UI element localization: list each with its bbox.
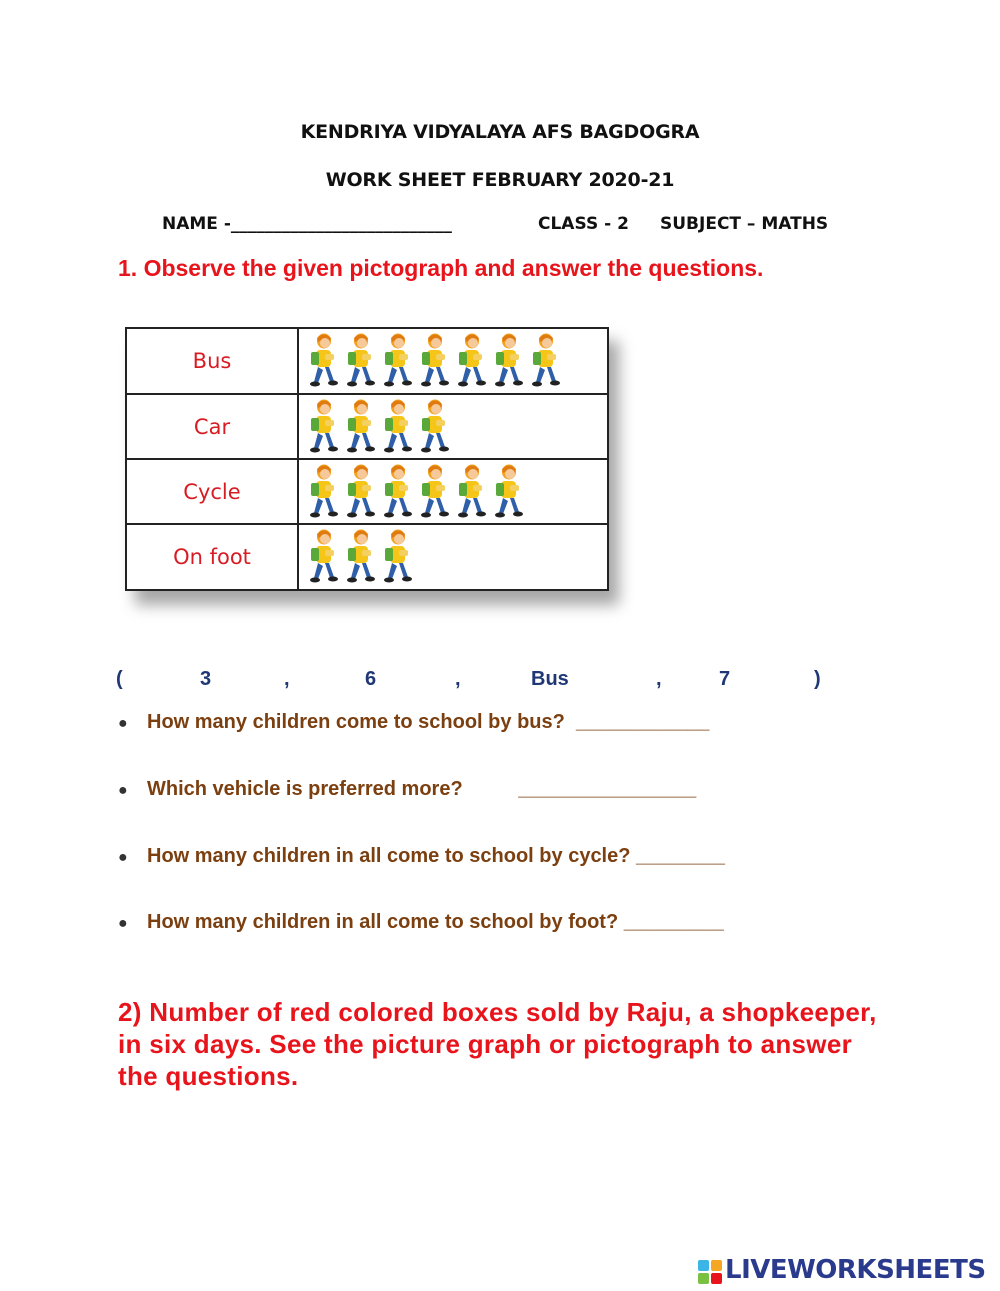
child-icon [305, 398, 341, 456]
question-text: How many children in all come to school by cycle? ________ [147, 845, 725, 867]
child-icon [527, 332, 563, 390]
child-icon [342, 332, 378, 390]
class-label: CLASS - 2 [538, 214, 629, 234]
child-icon [416, 463, 452, 521]
bullet-icon: ● [118, 782, 128, 799]
options-comma: , [284, 668, 290, 690]
question-foot-count [118, 911, 724, 934]
child-icon [342, 463, 378, 521]
option-value: 3 [200, 668, 212, 690]
options-comma: , [656, 668, 662, 690]
bullet-icon: ● [118, 849, 128, 866]
question-cycle-count [118, 845, 725, 868]
child-icon [305, 528, 341, 586]
pictograph-table [125, 327, 609, 591]
option-value: 7 [719, 668, 731, 690]
liveworksheets-logo-icon [697, 1259, 723, 1285]
child-icon [416, 398, 452, 456]
pictograph-row-cycle [126, 459, 608, 524]
pictograph-row-on-foot [126, 524, 608, 590]
child-icon [379, 528, 415, 586]
pictograph-label: Cycle [126, 459, 298, 524]
pictograph-row-bus [126, 328, 608, 394]
child-icon [379, 332, 415, 390]
child-icon [490, 332, 526, 390]
pictograph-icons [298, 328, 608, 394]
child-icon [453, 332, 489, 390]
options-comma: , [455, 668, 461, 690]
pictograph-icons [298, 394, 608, 459]
child-icon [453, 463, 489, 521]
subject-label: SUBJECT – MATHS [660, 214, 829, 234]
worksheet-title: WORK SHEET FEBRUARY 2020-21 [325, 169, 675, 191]
question-text: How many children come to school by bus? ____________ [147, 711, 710, 733]
name-label: NAME -__________________________ [162, 214, 452, 234]
bullet-icon: ● [118, 715, 128, 732]
child-icon [305, 463, 341, 521]
question-bus-count [118, 711, 709, 734]
child-icon [379, 398, 415, 456]
child-icon [379, 463, 415, 521]
child-icon [490, 463, 526, 521]
pictograph-row-car [126, 394, 608, 459]
pictograph-label: Car [126, 394, 298, 459]
question-1-title: 1. Observe the given pictograph and answer the questions. [118, 255, 764, 281]
question-2-title: 2) Number of red colored boxes sold by Raju, a shopkeeper, in six days. See the picture graph or pictograph to answer the questions. [118, 997, 877, 1091]
option-value: 6 [365, 668, 377, 690]
child-icon [342, 398, 378, 456]
pictograph-icons [298, 459, 608, 524]
pictograph-icons [298, 524, 608, 590]
pictograph-label: Bus [126, 328, 298, 394]
bullet-icon: ● [118, 915, 128, 932]
pictograph-label: On foot [126, 524, 298, 590]
school-name: KENDRIYA VIDYALAYA AFS BAGDOGRA [300, 121, 700, 143]
question-preferred-vehicle [118, 778, 696, 801]
child-icon [342, 528, 378, 586]
child-icon [305, 332, 341, 390]
options-open-paren: ( [116, 668, 123, 690]
question-text: How many children in all come to school by foot? _________ [147, 911, 724, 933]
logo-text: LIVEWORKSHEETS [725, 1255, 986, 1285]
question-text: Which vehicle is preferred more? ________________ [147, 778, 697, 800]
option-value: Bus [531, 668, 569, 690]
options-close-paren: ) [814, 668, 821, 690]
child-icon [416, 332, 452, 390]
